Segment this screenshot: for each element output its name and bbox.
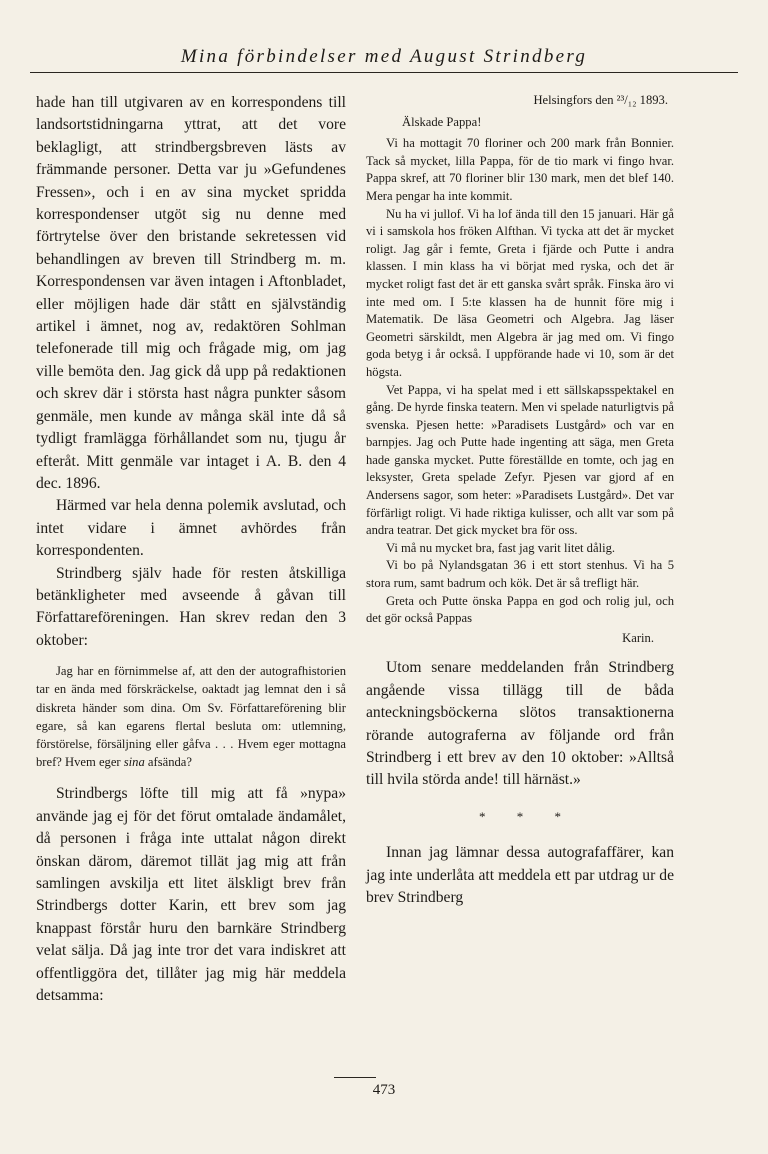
- right-column: [366, 92, 674, 909]
- letter-paragraph: Vi ha mottagit 70 floriner och 200 mark från Bonnier. Tack så mycket, lilla Pappa, för de tio mark vi fingo hvar. Pappa skref, att 70 floriner blir 130 mark, men det blef 140. Mera pengar ha inte kommit.: [366, 136, 674, 203]
- left-paragraph-2: Härmed var hela denna polemik avslutad, och intet vidare i ämnet avhördes från korrespondenten.: [36, 497, 346, 560]
- letter-salutation: Älskade Pappa!: [402, 114, 482, 129]
- running-head: Mina förbindelser med August Strindberg: [180, 46, 588, 67]
- page-number: 473: [372, 1082, 396, 1098]
- left-column: [36, 92, 346, 1007]
- letter-place-date: Helsingfors den ²³/₁₂ 1893.: [533, 93, 668, 107]
- strindberg-quote: [36, 662, 346, 771]
- left-paragraph-3: Strindberg själv hade för resten åtskilliga betänkligheter med avseende å gåvan till Författareföreningen. Han skrev redan den 3 oktober:: [36, 564, 346, 649]
- quote-emphasis: sina: [123, 755, 145, 770]
- letter-paragraph: Vet Pappa, vi ha spelat med i ett sällskapsspektakel en gång. De hyrde finska teatern. Men vi spelade naturligtvis på svenska. Pjesen hette: »Paradisets Lustgård» och var en barnpjes. Jag och Putte hade ingenting att säga, men Greta hade ganska mycket. Putte föreställde en tomte, och jag en leksyster, Greta spelade Zefyr. Pjesen var gjord af en Andersens sagor, som heter: »Paradisets Lustgård». Det var förfärligt roligt. Vi hade riktiga kulisser, och allt var som på andra teatrar. Det gick mycket bra för oss.: [366, 382, 674, 538]
- right-paragraph-2: Innan jag lämnar dessa autografaffärer, kan jag inte underlåta att meddela ett par utdrag ur de brev Strindberg: [366, 844, 674, 907]
- quote-text-after: afsända?: [144, 755, 192, 770]
- right-body-text: [366, 657, 674, 909]
- footer-rule: [334, 1077, 376, 1078]
- left-paragraph-4: Strindbergs löfte till mig att få »nypa» använde jag ej för det förut omtalade ändamålet, då personen i fråga inte uttalat någon direkt önskan därom, däremot tillät jag mig att från samlingen avskilja ett litet älskligt brev från Strindbergs dotter Karin, ett brev som jag knappast förstår huru den barnkäre Strindberg velat sälja. Då jag inte tror det vara indiskret att offentliggöra det, tillåter jag mig här meddela detsamma:: [36, 785, 346, 1005]
- letter-paragraph: Vi må nu mycket bra, fast jag varit litet dålig.: [386, 540, 616, 555]
- letter-paragraph: Vi bo på Nylandsgatan 36 i ett stort stenhus. Vi ha 5 stora rum, samt badrum och kök. Det är så trefligt här.: [366, 558, 674, 591]
- letter-paragraph: Greta och Putte önska Pappa en god och rolig jul, och det gör också Pappas: [366, 593, 674, 626]
- header-rule: [30, 72, 738, 73]
- karin-letter: [366, 92, 674, 647]
- letter-signature: Karin.: [622, 630, 654, 645]
- quote-text-before: Jag har en förnimmelse af, att den der autografhistorien tar en ända med förskräckelse, oaktadt jag lemnat den i så diskreta händer som dina. Om Sv. Författareförening blir egare, så kan egarens flertal besluta om: utlemning, förstörelse, försäljning eller gåfva . . . Hvem eger mottagna bref? Hvem eger: [36, 664, 346, 770]
- left-paragraph-1: hade han till utgivaren av en korrespondens till landsortstidningarna yttrat, att det vore beklagligt, att strindbergsbreven lästs av främmande personer. Detta var ju »Gefundenes Fressen», och i en av sina mycket spridda korrespondenser utgöt sig nu denne med förtrytelse över den bristande sekretessen vid behandlingen av breven till Strindberg m. m. Korrespondensen var även intagen i Aftonbladet, eller möjligen hade där stått en självständig artikel i ämnet, nog av, redaktören Sohlman telefonerade till mig och frågade mig, om jag ville bemöta den. Jag gick då upp på redaktionen och skrev där i största hast några punkter såsom genmäle, men kunde av många skäl inte då så tydligt framlägga förhållandet som nu, tjugu år efteråt. Mitt genmäle var intaget i A. B. den 4 dec. 1896.: [36, 94, 346, 492]
- letter-paragraph: Nu ha vi jullof. Vi ha lof ända till den 15 januari. Här gå vi i samskola hos fröken Alfthan. Vi tycka att det är mycket roligt. Jag går i femte, Greta i fjärde och Putte i andra klassen. I min klass ha vi börjat med ryska, och det är mycket roligt fast det är ett ganska svårt språk. Finska äro vi inte med om. I 5:te klassen ha de hunnit före mig i Matematik. De läsa Geometri och Algebra. Jag läser Geometri särskildt, men Algebra är jag med om. Vi fingo goda betyg i år också. I uppförande hade vi 10, som är det högsta.: [366, 206, 674, 379]
- section-stars: * * *: [479, 808, 561, 824]
- right-paragraph-1: Utom senare meddelanden från Strindberg angående vissa tillägg till de båda anteckningsböckerna slötos transaktionerna rörande autograferna av följande ord från Strindberg i ett brev av den 10 oktober: »Alltså till hvila störda ande! till härnäst.»: [366, 659, 674, 789]
